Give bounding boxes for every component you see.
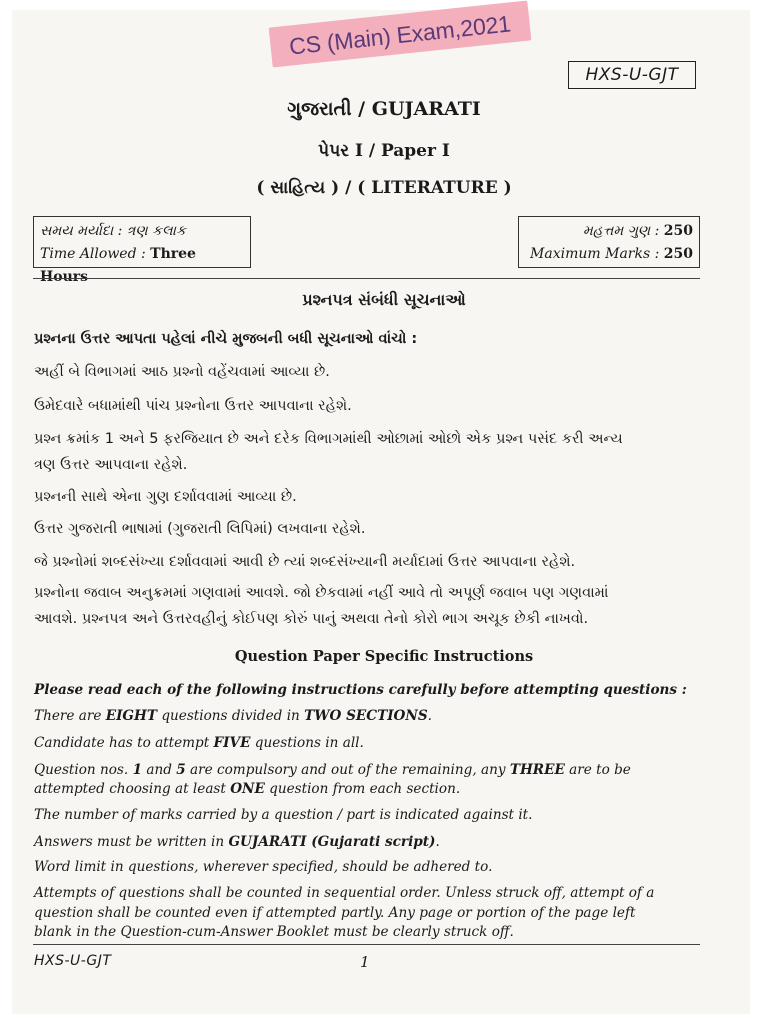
gujarati-instruction-line: આવશે. પ્રશ્નપત્ર અને ઉત્તરવહીનું કોઈપણ કોરું પાનું અથવા તેનો કોરો ભાગ અચૂક છેકી નાખવો. [34,611,589,627]
exam-stamp-text: CS (Main) Exam,2021 [287,10,512,60]
instruction-emphasis: 5 [176,762,186,778]
gujarati-instruction-line: ઉમેદવારે બધામાંથી પાંચ પ્રશ્નોના ઉત્તર આપવાના રહેશે. [34,398,352,414]
time-allowed-english [40,243,244,289]
english-instruction-intro: Please read each of the following instructions carefully before attempting questions : [34,682,687,698]
english-instruction-line [34,832,704,852]
instruction-text: . [427,708,432,724]
time-allowed-gujarati: સમય મર્યાદા : ત્રણ કલાક [40,223,186,239]
instruction-text: There are [34,708,106,724]
language-title: ગુજરાતી / GUJARATI [287,98,481,120]
instruction-emphasis: GUJARATI (Gujarati script) [228,834,436,850]
instruction-text: questions divided in [157,708,305,724]
gujarati-instructions-heading: પ્રશ્નપત્ર સંબંધી સૂચનાઓ [302,290,466,309]
subject-title: ( સાહિત્ય ) / ( LITERATURE ) [256,178,512,198]
gujarati-instruction-line: ઉત્તર ગુજરાતી ભાષામાં (ગુજરાતી લિપિમાં) લખવાના રહેશે. [34,521,366,537]
gujarati-instruction-line: પ્રશ્નના ઉત્તર આપતા પહેલાં નીચે મુજબની બધી સૂચનાઓ વાંચો : [34,331,418,347]
instruction-emphasis: ONE [230,781,265,797]
instruction-text: are compulsory and out of the remaining, any [185,762,510,778]
instruction-emphasis: 1 [132,762,143,778]
instruction-text: Question nos. [34,762,133,778]
header-divider [33,278,700,279]
english-instruction-line [34,779,704,799]
gujarati-instruction-line: ત્રણ ઉત્તર આપવાના રહેશે. [34,457,188,473]
paper-title: પેપર I / Paper I [318,141,450,161]
maximum-marks-value: 250 [663,246,693,262]
time-allowed-box [33,216,251,285]
maximum-marks-label: Maximum Marks : [530,246,664,262]
english-instruction-line: Word limit in questions, wherever specified, should be adhered to. [34,859,493,875]
english-instruction-line [34,760,704,780]
instruction-emphasis: FIVE [213,735,251,751]
instruction-text: questions in all. [250,735,364,751]
english-instruction-line [34,733,704,753]
english-instructions-heading: Question Paper Specific Instructions [234,648,534,665]
footer-paper-code: HXS-U-GJT [34,953,112,969]
page-number: 1 [360,953,370,971]
maximum-marks-box [518,216,700,268]
instruction-text: question from each section. [264,781,461,797]
instruction-text: are to be [564,762,631,778]
instruction-text: Answers must be written in [34,834,229,850]
gujarati-instruction-line: અહીં બે વિભાગમાં આઠ પ્રશ્નો વહેંચવામાં આવ્યા છે. [34,364,330,380]
gujarati-instruction-line: પ્રશ્નોના જવાબ અનુક્રમમાં ગણવામાં આવશે. જો છેકવામાં નહીં આવે તો અપૂર્ણ જવાબ પણ ગણવામાં [34,585,609,601]
maximum-marks-english [525,243,693,266]
english-instruction-line: Attempts of questions shall be counted in sequential order. Unless struck off, attempt of a [34,885,655,901]
gujarati-instruction-line: પ્રશ્નની સાથે એના ગુણ દર્શાવવામાં આવ્યા છે. [34,489,297,505]
footer-divider [33,944,700,945]
instruction-text: and [142,762,177,778]
paper-code-box: HXS-U-GJT [568,61,696,89]
maximum-marks-gujarati [525,220,693,243]
english-instruction-line: question shall be counted even if attempted partly. Any page or portion of the page left [34,905,636,921]
instruction-text: attempted choosing at least [34,781,231,797]
maximum-marks-gujarati-label: મહત્તમ ગુણ : [582,223,664,239]
gujarati-instruction-line: પ્રશ્ન ક્રમાંક 1 અને 5 ફરજિયાત છે અને દરેક વિભાગમાંથી ઓછામાં ઓછો એક પ્રશ્ન પસંદ કરી અન્ય [34,431,623,447]
instruction-emphasis: TWO SECTIONS [304,708,428,724]
time-allowed-value: Three Hours [40,246,196,285]
instruction-text: . [435,834,440,850]
time-allowed-label: Time Allowed : [40,246,151,262]
instruction-emphasis: EIGHT [105,708,157,724]
instruction-text: Candidate has to attempt [34,735,214,751]
instruction-emphasis: THREE [509,762,565,778]
english-instruction-line [34,706,704,726]
maximum-marks-gujarati-value: 250 [663,223,693,239]
english-instruction-line: The number of marks carried by a question / part is indicated against it. [34,807,533,823]
gujarati-instruction-line: જે પ્રશ્નોમાં શબ્દસંખ્યા દર્શાવવામાં આવી છે ત્યાં શબ્દસંખ્યાની મર્યાદામાં ઉત્તર આપવાના રહેશે. [34,554,576,570]
english-instruction-line: blank in the Question-cum-Answer Booklet must be clearly struck off. [34,924,514,940]
